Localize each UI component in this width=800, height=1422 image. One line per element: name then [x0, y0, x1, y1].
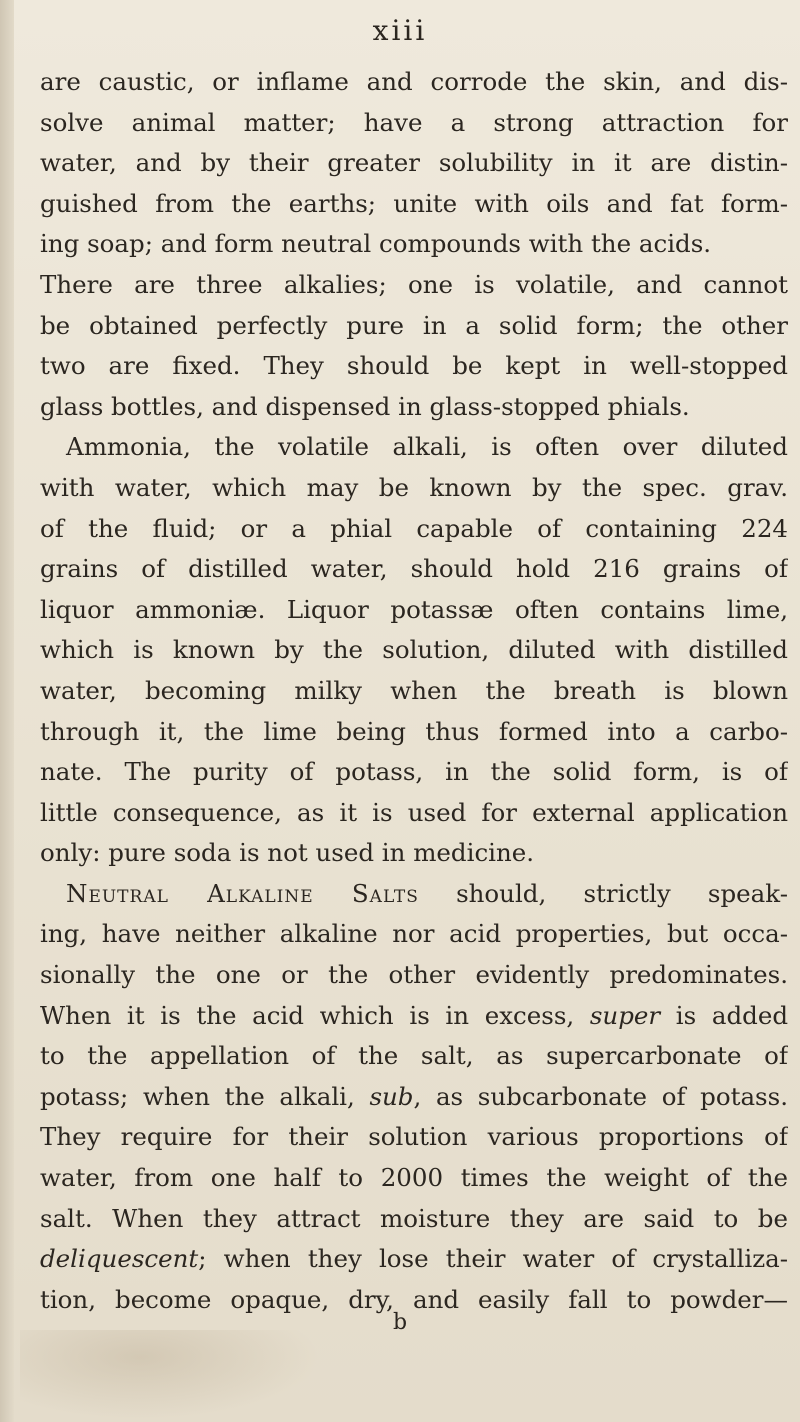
text-line: little consequence, as it is used for external application — [40, 797, 788, 827]
text-run: potass; when the alkali, — [40, 1081, 370, 1111]
text-line: ing soap; and form neutral compounds with the acids. — [40, 229, 712, 259]
text-run: is added — [660, 1000, 788, 1030]
text-line: only: pure soda is not used in medicine. — [40, 838, 535, 868]
text-line: be obtained perfectly pure in a solid form; the other — [40, 310, 788, 340]
text-line: guished from the earths; unite with oils and fat form- — [40, 188, 788, 218]
text-line: water, and by their greater solubility in it are distin- — [40, 148, 788, 178]
paper-stain — [20, 1330, 320, 1420]
text-line: nate. The purity of potass, in the solid form, is of — [40, 757, 788, 787]
text-line: of the fluid; or a phial capable of containing 224 — [40, 513, 788, 543]
text-line: glass bottles, and dispensed in glass-stopped phials. — [40, 391, 690, 421]
text-line: to the appellation of the salt, as supercarbonate of — [40, 1041, 788, 1071]
text-line: with water, which may be known by the spec. grav. — [40, 472, 788, 502]
text-line: are caustic, or inflame and corrode the skin, and dis- — [40, 67, 788, 96]
text-line: tion, become opaque, dry, and easily fall to powder— — [40, 1284, 788, 1314]
text-line: water, becoming milky when the breath is blown — [40, 675, 788, 705]
text-line: ing, have neither alkaline nor acid properties, but occa- — [40, 919, 788, 949]
text-line: salt. When they attract moisture they are said to be — [40, 1203, 788, 1233]
text-run: ; when they lose their water of crystalliza- — [198, 1244, 788, 1274]
text-run: When it is the acid which is in excess, — [40, 1000, 590, 1030]
page-number: xiii — [372, 14, 428, 47]
italic-term: deliquescent — [40, 1244, 199, 1274]
body-text — [40, 62, 788, 1320]
text-line: They require for their solution various proportions of — [40, 1122, 788, 1152]
signature-mark: b — [392, 1310, 408, 1335]
text-line: solve animal matter; have a strong attraction for — [40, 107, 788, 137]
text-line — [40, 1239, 788, 1280]
text-line: which is known by the solution, diluted with distilled — [40, 635, 788, 665]
text-line: liquor ammoniæ. Liquor potassæ often contains lime, — [40, 594, 788, 624]
text-line: grains of distilled water, should hold 216 grains of — [40, 554, 788, 584]
text-run: , as subcarbonate of potass. — [413, 1081, 788, 1111]
page-gutter — [0, 0, 14, 1422]
text-line — [40, 1077, 788, 1118]
italic-term: super — [589, 1000, 661, 1030]
text-run: should, strictly speak- — [418, 878, 788, 908]
text-line: through it, the lime being thus formed into a carbo- — [40, 716, 788, 746]
text-line: There are three alkalies; one is volatile, and cannot — [40, 269, 788, 299]
italic-term: sub — [369, 1081, 414, 1111]
paragraph-start-neutral-salts — [40, 874, 788, 915]
text-line: two are fixed. They should be kept in well-stopped — [40, 351, 788, 381]
paragraph-start-ammonia: Ammonia, the volatile alkali, is often over diluted — [66, 432, 788, 462]
text-line — [40, 996, 788, 1037]
text-line: water, from one half to 2000 times the weight of the — [40, 1163, 788, 1193]
text-line: sionally the one or the other evidently predominates. — [40, 960, 788, 990]
section-heading: Neutral Alkaline Salts — [66, 878, 419, 908]
